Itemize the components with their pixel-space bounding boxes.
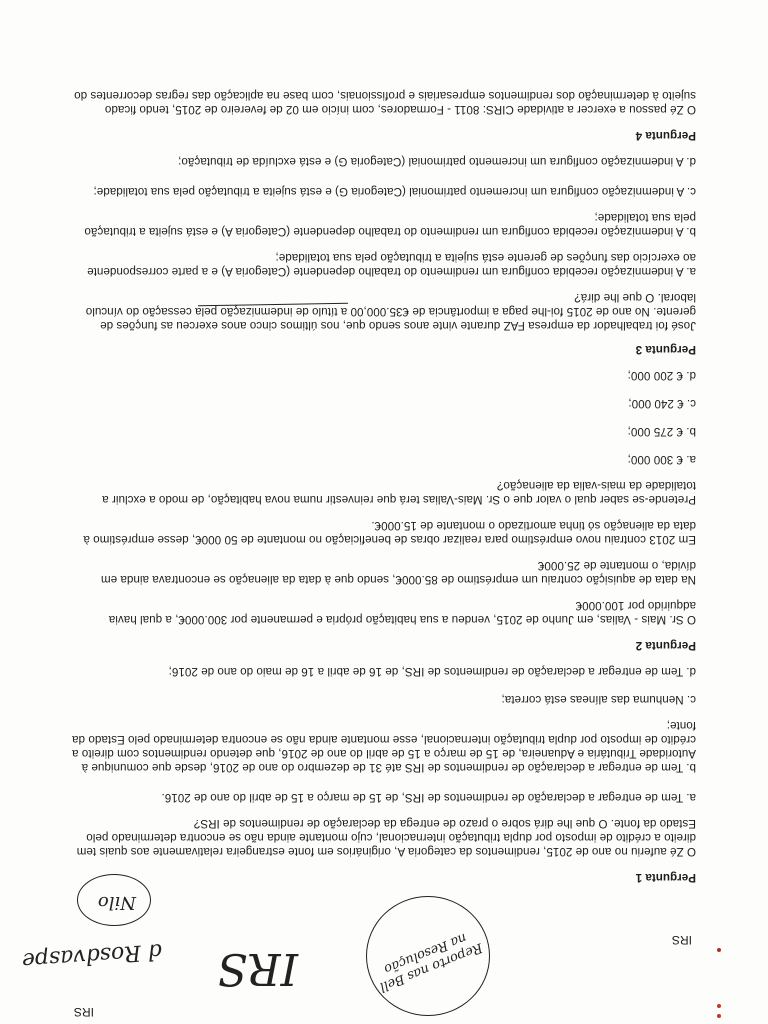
question-1-option-d: d. Tem de entregar a declaração de rendimentos de IRS, de 16 de abril a 16 de maio do ano de 2016; [168,665,696,678]
question-2-stem-line: Pretende-se saber qual o valor que o Sr. Mais-Valias terá que reinvestir numa nova habitação, de modo a excluir a [102,493,696,506]
question-2-stem-line: totalidade da mais-valia da alienação? [496,479,696,492]
question-1-option-b-cont: fonte; [666,719,696,732]
question-3-option-d: d. A indemnização configura um incremento patrimonial (Categoria G) e está excluída de tributação; [178,155,696,168]
question-2-stem-line: O Sr. Mais - Valias, em Junho de 2015, vendeu a sua habitação própria e permanente por 300.000€, a qual havia [108,613,696,626]
question-3-option-b: b. A indemnização recebida configura um rendimento do trabalho dependente (Categoria A) e está sujeita a tributação [84,225,696,238]
red-mark [717,948,721,952]
question-3-stem-line: gerente. No ano de 2015 foi-lhe paga a importância de €35.000,00 a título de indemnização pela cessação do vínculo [85,305,696,318]
question-3-option-a-cont: ao exercício das funções de gerente está sujeita a tributação pela sua totalidade; [275,251,696,264]
question-2-option-b: b. € 275 000; [627,425,696,438]
question-1-title: Pergunta 1 [635,871,696,884]
question-1-option-c: c. Nenhuma das alíneas está correta; [501,693,696,706]
question-1-stem-line: direito a crédito de imposto por dupla tributação internacional, cujo montante ainda não se encontra determinado pelo [86,831,696,844]
question-2-stem-line: Em 2013 contraiu novo empréstimo para realizar obras de beneficiação no montante de 50 000€, desse empréstimo à [83,533,696,546]
handwritten-name-circle [77,874,151,926]
question-2-stem-line: data da alienação só tinha amortizado o montante de 15.000€. [371,519,696,532]
handwritten-name: Nilo [97,892,136,913]
question-4-stem-line: O Zé passou a exercer a atividade CIRS: 8011 - Formadores, com início em 02 de fevereiro de 2015, tendo ficado [104,103,696,116]
header-irs-left: IRS [671,933,692,947]
question-2-stem-line: dívida, o montante de 25.000€ [537,559,696,572]
question-1-option-b-cont: crédito de imposto por dupla tributação internacional, esse montante ainda não se encontra determinado pelo Estado da [72,733,696,746]
handwritten-note-text: Reporto nas Bell na Resolução [377,929,485,995]
question-2-stem-line: adquirido por 100.000€ [575,599,696,612]
question-3-stem-line: laboral. O que lhe dirá? [574,291,696,304]
header-irs-right: IRS [73,1005,94,1019]
question-4-title: Pergunta 4 [635,129,696,142]
red-mark [717,1004,721,1008]
handwritten-circled-note [366,896,490,1016]
question-2-option-d: d. € 200 000; [627,369,696,382]
question-3-option-a: a. A indemnização recebida configura um rendimento do trabalho dependente (Categoria A) e a parte correspondente [87,265,696,278]
question-3-title: Pergunta 3 [635,343,696,356]
question-3-stem-line: José foi trabalhador da empresa FAZ durante vinte anos sendo que, nos últimos cinco anos exerceu as funções de [100,319,696,332]
question-2-title: Pergunta 2 [635,639,696,652]
handwritten-irs: IRS [217,943,298,994]
question-1-option-a: a. Tem de entregar a declaração de rendimentos de IRS, de 15 de março a 15 de abril do ano de 2016. [161,791,696,804]
question-1-option-b-cont: Autoridade Tributária e Aduaneira, de 15 de março a 15 de abril do ano de 2016, que detendo rendimentos com direito a [72,747,696,760]
handwritten-signature: d Rosdvaspe [21,938,163,973]
question-1-stem-line: O Zé auferiu no ano de 2015, rendimentos da categoria A, originários em fonte estrangeira relativamente aos quais tem [76,845,696,858]
question-1-option-b: b. Tem de entregar a declaração de rendimentos de IRS até 31 de dezembro do ano de 2016, desde que comunique à [81,761,696,774]
question-2-option-c: c. € 240 000; [628,397,696,410]
question-1-stem-line: Estado da fonte. O que lhe dirá sobre o prazo de entrega da declaração de rendimentos de IRS? [193,817,696,830]
red-mark [717,1014,721,1018]
question-3-option-c: c. A indemnização configura um incremento patrimonial (Categoria G) e está sujeita a tributação pela sua totalidade; [93,185,696,198]
question-2-option-a: a. € 300 000; [627,453,696,466]
question-3-option-b-cont: pela sua totalidade; [594,211,696,224]
question-4-stem-line: sujeito à determinação dos rendimentos empresariais e profissionais, com base na aplicação das regras decorrentes do [74,89,696,102]
question-2-stem-line: Na data de aquisição contraiu um empréstimo de 85.000€, sendo que à data da alienação se encontrava ainda em [100,573,696,586]
